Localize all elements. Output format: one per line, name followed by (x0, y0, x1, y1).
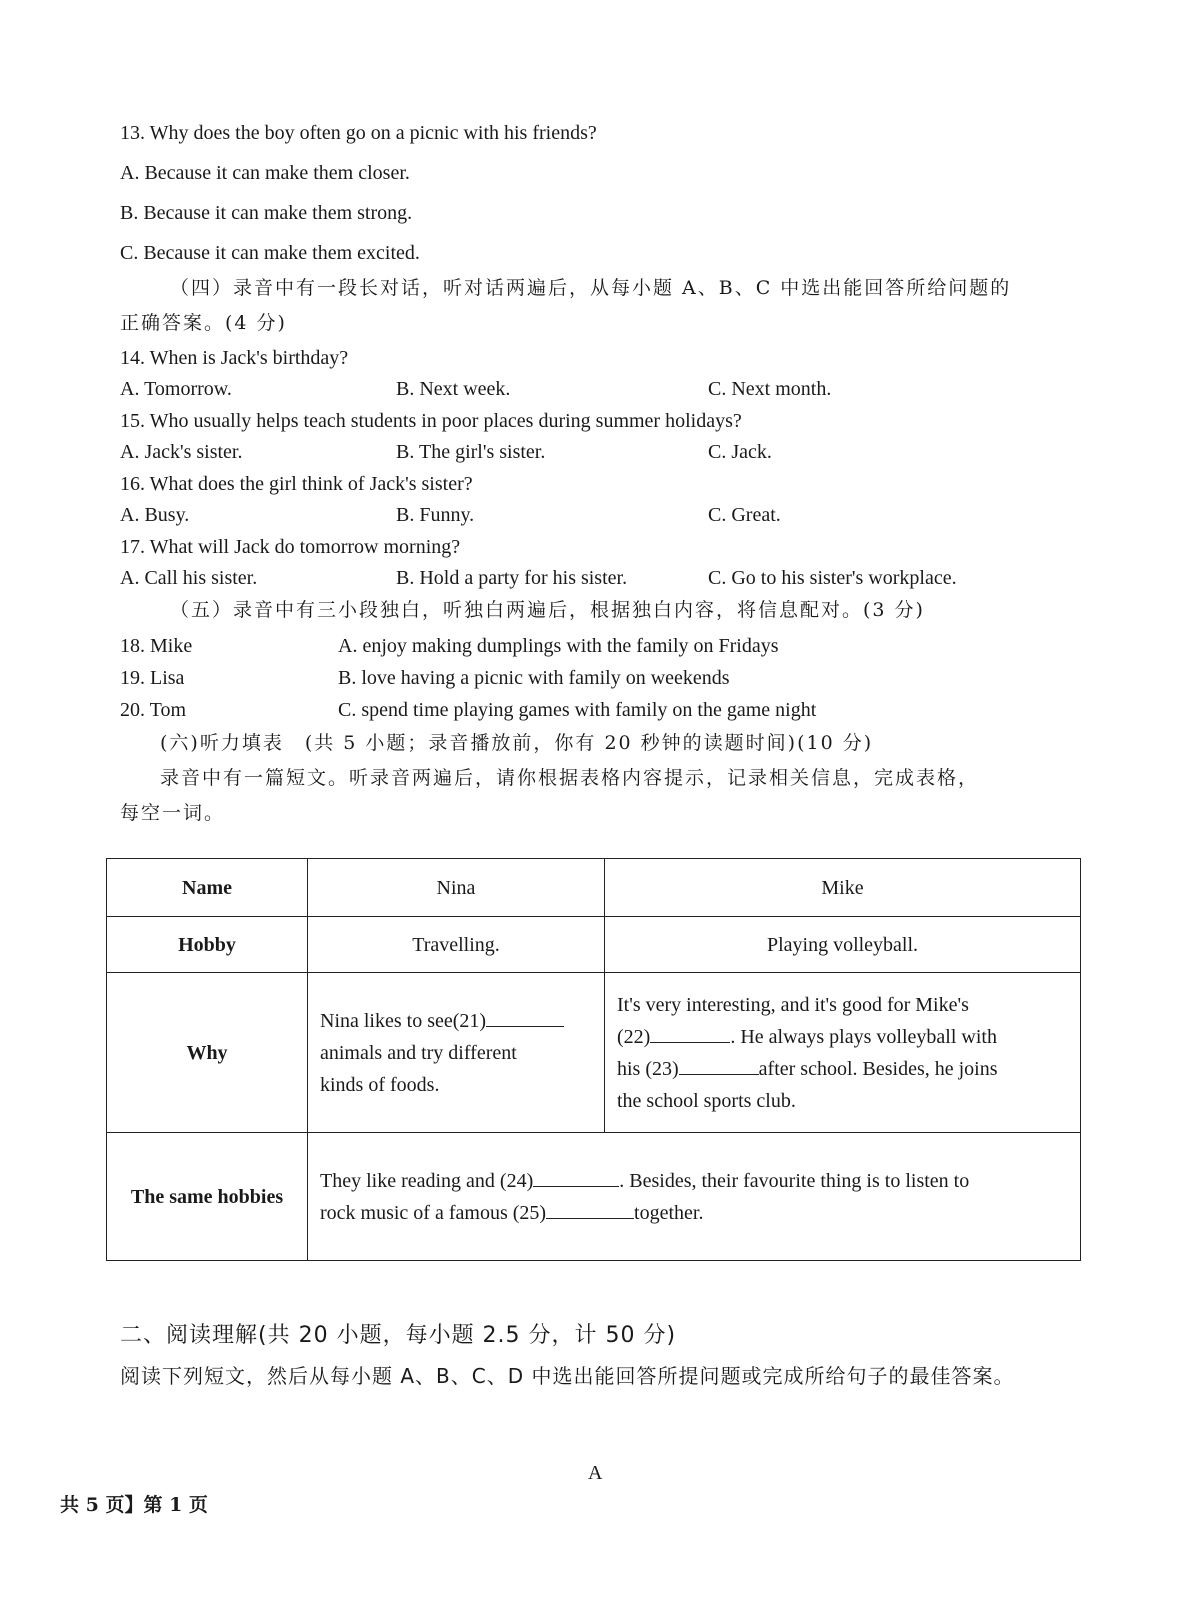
nina-why-line1: Nina likes to see(21) (320, 1009, 487, 1032)
table-row-hobby (107, 917, 1081, 973)
q13-option-c: C. Because it can make them excited. (120, 242, 420, 264)
mike-why-line2: . He always plays volleyball with (730, 1025, 997, 1048)
match-q20: 20. Tom (120, 699, 187, 721)
table-row-name (107, 859, 1081, 917)
mike-why-line3: after school. Besides, he joins (758, 1057, 998, 1080)
page-footer: 共 5 页】第 1 页 (60, 1494, 208, 1516)
nina-name: Nina (308, 859, 605, 917)
mike-why-num23: his (23) (617, 1057, 679, 1080)
mike-why-line4: the school sports club. (617, 1089, 796, 1112)
part6-instruction-cont: 每空一词。 (120, 802, 226, 824)
table-row-same (107, 1133, 1081, 1261)
same-line1-end: . Besides, their favourite thing is to listen to (619, 1169, 970, 1192)
part6-title: (六)听力填表 (共 5 小题；录音播放前，你有 20 秒钟的读题时间)(10 分) (160, 732, 874, 754)
q14-option-a: A. Tomorrow. (120, 378, 232, 400)
section2-instruction: 阅读下列短文，然后从每小题 A、B、C、D 中选出能回答所提问题或完成所给句子的最佳答案。 (120, 1364, 1015, 1388)
same-line1-start: They like reading and (24) (320, 1169, 534, 1192)
q15-stem: 15. Who usually helps teach students in poor places during summer holidays? (120, 410, 742, 432)
mike-why (605, 973, 1081, 1133)
q15-option-a: A. Jack's sister. (120, 441, 243, 463)
match-option-c: C. spend time playing games with family on the game night (338, 699, 817, 721)
mike-name: Mike (605, 859, 1081, 917)
nina-why (308, 973, 605, 1133)
nina-hobby: Travelling. (308, 917, 605, 973)
mike-why-num22: (22) (617, 1025, 651, 1048)
match-q18: 18. Mike (120, 635, 193, 657)
blank-24[interactable] (533, 1166, 619, 1187)
why-label: Why (107, 973, 308, 1133)
same-hobbies (308, 1133, 1081, 1261)
table-row-why (107, 973, 1081, 1133)
blank-25[interactable] (546, 1198, 634, 1219)
blank-23[interactable] (679, 1054, 759, 1075)
part5-instruction: （五）录音中有三小段独白，听独白两遍后，根据独白内容，将信息配对。(3 分) (170, 599, 925, 621)
part4-instruction-cont: 正确答案。(4 分) (120, 312, 287, 334)
name-label: Name (107, 859, 308, 917)
blank-22[interactable] (650, 1022, 730, 1043)
q16-option-b: B. Funny. (396, 504, 475, 526)
q16-option-c: C. Great. (708, 504, 781, 526)
q17-option-c: C. Go to his sister's workplace. (708, 567, 957, 589)
q15-option-c: C. Jack. (708, 441, 772, 463)
match-q19: 19. Lisa (120, 667, 185, 689)
hobby-label: Hobby (107, 917, 308, 973)
same-hobbies-label: The same hobbies (107, 1133, 308, 1261)
section2-title: 二、阅读理解(共 20 小题，每小题 2.5 分，计 50 分) (120, 1323, 677, 1348)
mike-hobby: Playing volleyball. (605, 917, 1081, 973)
nina-why-line2: animals and try different (320, 1041, 517, 1064)
q17-stem: 17. What will Jack do tomorrow morning? (120, 536, 461, 558)
match-option-b: B. love having a picnic with family on weekends (338, 667, 730, 689)
q17-option-a: A. Call his sister. (120, 567, 258, 589)
match-option-a: A. enjoy making dumplings with the family on Fridays (338, 635, 779, 657)
q16-stem: 16. What does the girl think of Jack's sister? (120, 473, 473, 495)
blank-21[interactable] (486, 1006, 564, 1027)
listening-table (106, 858, 1081, 1261)
part6-instruction: 录音中有一篇短文。听录音两遍后，请你根据表格内容提示，记录相关信息，完成表格， (160, 767, 980, 789)
q13-option-b: B. Because it can make them strong. (120, 202, 413, 224)
nina-why-line3: kinds of foods. (320, 1073, 440, 1096)
part4-instruction: （四）录音中有一段长对话，听对话两遍后，从每小题 A、B、C 中选出能回答所给问题的 (170, 277, 1012, 299)
q14-option-c: C. Next month. (708, 378, 832, 400)
passage-label: A (588, 1462, 603, 1484)
same-line2-end: together. (634, 1201, 704, 1224)
q14-stem: 14. When is Jack's birthday? (120, 347, 349, 369)
q16-option-a: A. Busy. (120, 504, 190, 526)
q17-option-b: B. Hold a party for his sister. (396, 567, 628, 589)
q13-stem: 13. Why does the boy often go on a picnic with his friends? (120, 122, 597, 144)
mike-why-line1: It's very interesting, and it's good for Mike's (617, 993, 969, 1016)
q15-option-b: B. The girl's sister. (396, 441, 546, 463)
q14-option-b: B. Next week. (396, 378, 511, 400)
same-line2-start: rock music of a famous (25) (320, 1201, 547, 1224)
q13-option-a: A. Because it can make them closer. (120, 162, 410, 184)
